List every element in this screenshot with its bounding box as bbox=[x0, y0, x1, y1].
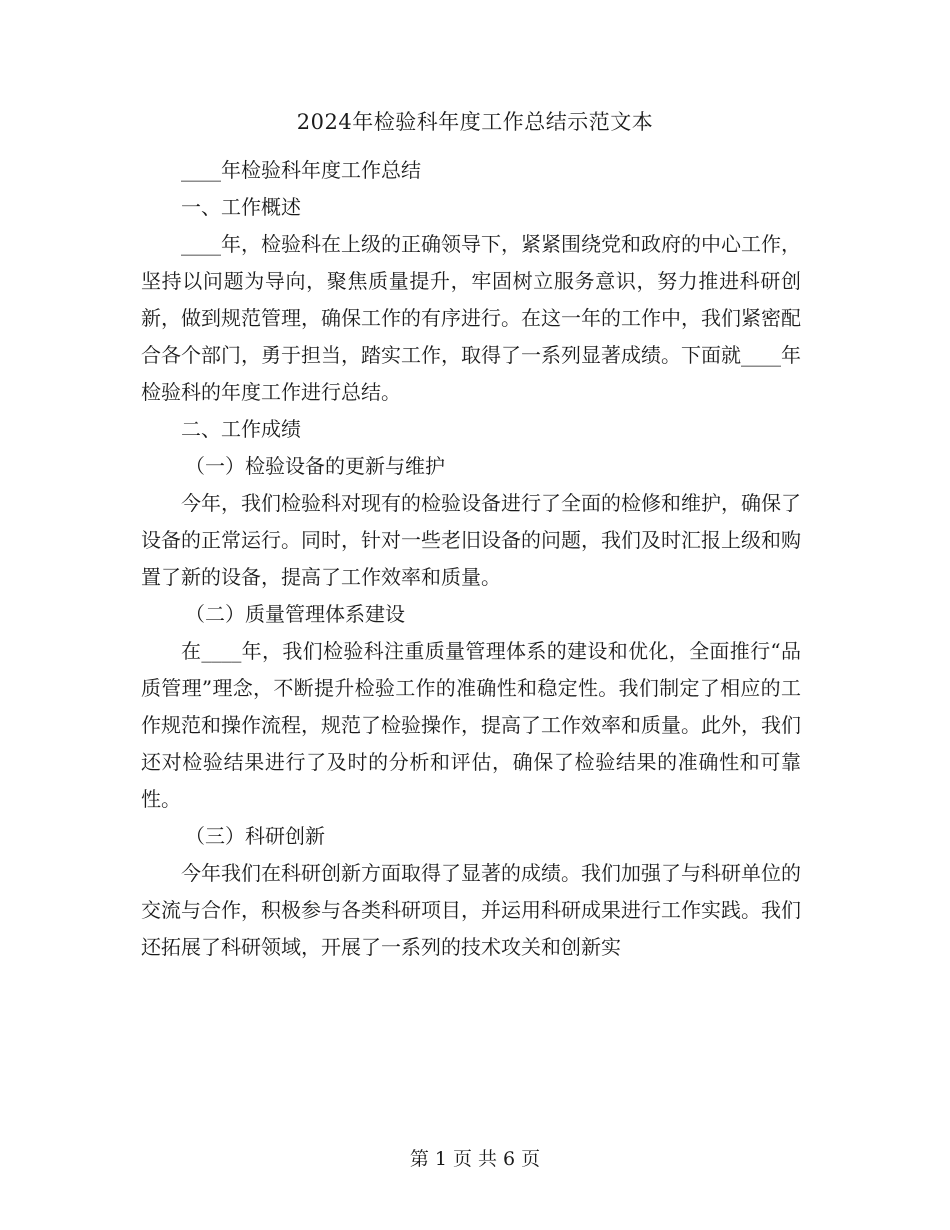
subsection-3-paragraph: 今年我们在科研创新方面取得了显著的成绩。我们加强了与科研单位的交流与合作，积极参与各类科研项目，并运用科研成果进行工作实践。我们还拓展了科研领域，开展了一系列的技术攻关和创新实 bbox=[141, 861, 801, 959]
subsection-1-heading: （一）检验设备的更新与维护 bbox=[185, 454, 445, 478]
page-number-footer: 第 1 页 共 6 页 bbox=[409, 1148, 541, 1170]
document-title: 2024年检验科年度工作总结示范文本 bbox=[296, 110, 654, 134]
section-1-paragraph: ____年，检验科在上级的正确领导下，紧紧围绕党和政府的中心工作，坚持以问题为导向，聚焦质量提升，牢固树立服务意识，努力推进科研创新，做到规范管理，确保工作的有序进行。在这一年的工作中，我们紧密配合各个部门，勇于担当，踏实工作，取得了一系列显著成绩。下面就____年检验科的年度工作进行总结。 bbox=[141, 232, 801, 404]
section-2-heading: 二、工作成绩 bbox=[181, 417, 301, 441]
section-1-heading: 一、工作概述 bbox=[181, 195, 301, 219]
subsection-2-heading: （二）质量管理体系建设 bbox=[185, 602, 405, 626]
subsection-2-paragraph: 在____年，我们检验科注重质量管理体系的建设和优化，全面推行“品质管理”理念，不断提升检验工作的准确性和稳定性。我们制定了相应的工作规范和操作流程，规范了检验操作，提高了工作效率和质量。此外，我们还对检验结果进行了及时的分析和评估，确保了检验结果的准确性和可靠性。 bbox=[141, 639, 801, 811]
subsection-1-paragraph: 今年，我们检验科对现有的检验设备进行了全面的检修和维护，确保了设备的正常运行。同时，针对一些老旧设备的问题，我们及时汇报上级和购置了新的设备，提高了工作效率和质量。 bbox=[141, 491, 801, 589]
document-body bbox=[141, 152, 801, 966]
subsection-3-heading: （三）科研创新 bbox=[185, 824, 325, 848]
document-heading: ____年检验科年度工作总结 bbox=[181, 158, 421, 182]
